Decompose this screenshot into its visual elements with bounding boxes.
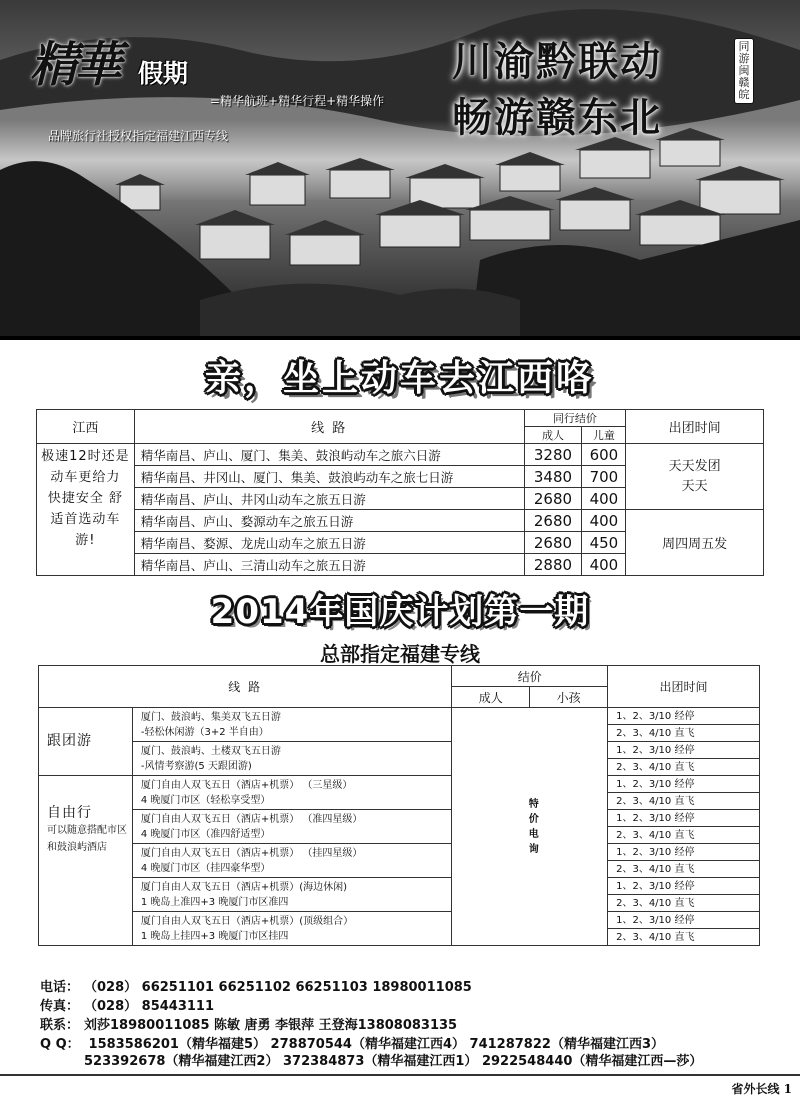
route-cell: 精华南昌、庐山、厦门、集美、鼓浪屿动车之旅六日游 [134, 444, 524, 466]
header-price: 结价 [452, 666, 608, 687]
route-cell [132, 878, 451, 912]
contact-people [40, 1014, 457, 1033]
adult-price: 2880 [524, 554, 582, 576]
village-landscape-photo [0, 0, 800, 340]
route-line: -轻松休闲游（3+2 半自由） [140, 726, 269, 738]
fax-label: 传真： [40, 999, 80, 1014]
adult-price: 2680 [524, 488, 582, 510]
table-row [37, 510, 764, 532]
header-adult: 成人 [524, 427, 582, 444]
departure-direct: 2、3、4/10 直飞 [608, 793, 760, 810]
free-note: 可以随意搭配市区和鼓浪屿酒店 [47, 825, 127, 853]
departure-direct: 2、3、4/10 直飞 [608, 861, 760, 878]
section2-title: 2014年国庆计划第一期 [210, 592, 590, 632]
departure-stop: 1、2、3/10 经停 [608, 742, 760, 759]
departure-stop: 1、2、3/10 经停 [608, 912, 760, 929]
route-line: 4 晚厦门市区（轻松享受型） [140, 794, 271, 806]
route-cell [132, 708, 451, 742]
departure-thu-fri: 周四周五发 [626, 510, 764, 576]
table-row [37, 444, 764, 466]
child-price: 400 [582, 488, 626, 510]
route-line: 4 晚厦门市区（准四舒适型） [140, 828, 271, 840]
adult-price: 2680 [524, 510, 582, 532]
route-cell [132, 742, 451, 776]
special-price-text: 特价电询 [528, 798, 539, 855]
route-line: 厦门自由人双飞五日（酒店+机票） （挂四星级） [140, 847, 363, 859]
contact-phone [40, 976, 472, 995]
table-row [39, 708, 760, 725]
free-label: 自由行 [47, 805, 92, 821]
departure-stop: 1、2、3/10 经停 [608, 844, 760, 861]
contact-fax [40, 995, 214, 1014]
people-list: 刘莎18980011085 陈敏 唐勇 李银萍 王登海13808083135 [84, 1018, 458, 1033]
side-tag: 同游闽赣皖 [734, 38, 754, 104]
route-cell: 精华南昌、婺源、龙虎山动车之旅五日游 [134, 532, 524, 554]
section2-subtitle: 总部指定福建专线 [320, 642, 480, 666]
logo-tagline: =精华航班+精华行程+精华操作 [210, 94, 385, 108]
bottom-divider [0, 1074, 800, 1076]
table-row [39, 878, 760, 895]
train-tour-table [36, 409, 764, 576]
logo-script-mark: 精華 [30, 37, 119, 93]
child-price: 700 [582, 466, 626, 488]
route-cell [132, 776, 451, 810]
route-line: 厦门自由人双飞五日（酒店+机票） （准四星级） [140, 813, 363, 825]
table-row [39, 742, 760, 759]
route-cell [132, 844, 451, 878]
phone-label: 电话： [40, 980, 80, 995]
departure-stop: 1、2、3/10 经停 [608, 878, 760, 895]
group-label: 跟团游 [47, 732, 92, 749]
departure-stop: 1、2、3/10 经停 [608, 810, 760, 827]
departure-stop: 1、2、3/10 经停 [608, 776, 760, 793]
departure-direct: 2、3、4/10 直飞 [608, 827, 760, 844]
departure-direct: 2、3、4/10 直飞 [608, 759, 760, 776]
authorization-text: 品牌旅行社授权指定福建江西专线 [48, 129, 229, 143]
header-adult: 成人 [452, 687, 530, 708]
category-free-tour [39, 776, 133, 946]
header-departure: 出团时间 [626, 410, 764, 444]
route-cell [132, 912, 451, 946]
route-line: 厦门自由人双飞五日（酒店+机票）(海边休闲) [140, 881, 348, 893]
hero-banner [0, 0, 800, 340]
route-line: 1 晚岛上准四+3 晚厦门市区准四 [140, 896, 289, 908]
header-departure: 出团时间 [608, 666, 760, 708]
route-line: 4 晚厦门市区（挂四豪华型） [140, 862, 271, 874]
child-price: 600 [582, 444, 626, 466]
phone-numbers: （028） 66251101 66251102 66251103 18980011085 [84, 980, 472, 995]
table-row [39, 844, 760, 861]
header-region: 江西 [37, 410, 135, 444]
departure-daily-line1: 天天发团 [668, 458, 721, 474]
promo-side-text: 极速12时还是动车更给力 快捷安全 舒适首选动车游! [37, 444, 135, 576]
child-price: 450 [582, 532, 626, 554]
route-cell: 精华南昌、庐山、婺源动车之旅五日游 [134, 510, 524, 532]
route-line: 厦门自由人双飞五日（酒店+机票） （三星级） [140, 779, 353, 791]
page-footer: 省外长线 1 [731, 1082, 792, 1096]
departure-direct: 2、3、4/10 直飞 [608, 929, 760, 946]
route-line: 1 晚岛上挂四+3 晚厦门市区挂四 [140, 930, 289, 942]
table-row [39, 776, 760, 793]
route-line: 厦门、鼓浪屿、土楼双飞五日游 [140, 745, 281, 757]
departure-direct: 2、3、4/10 直飞 [608, 725, 760, 742]
departure-stop: 1、2、3/10 经停 [608, 708, 760, 725]
departure-daily-line2: 天天 [681, 478, 708, 494]
route-cell: 精华南昌、庐山、三清山动车之旅五日游 [134, 554, 524, 576]
adult-price: 2680 [524, 532, 582, 554]
adult-price: 3280 [524, 444, 582, 466]
contact-qq-2: 523392678（精华福建江西2） 372384873（精华福建江西1） 2922548440（精华福建江西—莎） [84, 1054, 703, 1069]
route-line: -风情考察游(5 天跟团游) [140, 760, 252, 772]
special-price-cell [452, 708, 608, 946]
header-child: 儿童 [582, 427, 626, 444]
table-row [39, 912, 760, 929]
qq-label: Q Q： [40, 1037, 80, 1052]
route-cell: 精华南昌、庐山、井冈山动车之旅五日游 [134, 488, 524, 510]
departure-direct: 2、3、4/10 直飞 [608, 895, 760, 912]
section1-title: 亲，坐上动车去江西咯 [204, 358, 595, 399]
people-label: 联系： [40, 1018, 80, 1033]
route-cell: 精华南昌、井冈山、厦门、集美、鼓浪屿动车之旅七日游 [134, 466, 524, 488]
headline-line-2: 畅游赣东北 [452, 95, 662, 141]
header-child: 小孩 [530, 687, 608, 708]
adult-price: 3480 [524, 466, 582, 488]
child-price: 400 [582, 510, 626, 532]
national-day-tour-table [38, 665, 760, 946]
category-group-tour [39, 708, 133, 776]
route-line: 厦门自由人双飞五日（酒店+机票）(顶级组合） [140, 915, 354, 927]
header-price-group: 同行结价 [524, 410, 626, 427]
child-price: 400 [582, 554, 626, 576]
header-route: 线 路 [39, 666, 452, 708]
route-cell [132, 810, 451, 844]
qq-line-1: 1583586201（精华福建5） 278870544（精华福建江西4） 741287822（精华福建江西3） [84, 1037, 664, 1052]
headline-line-1: 川渝黔联动 [452, 39, 662, 85]
table-row [39, 810, 760, 827]
logo-name: 假期 [138, 59, 189, 88]
header-route: 线 路 [134, 410, 524, 444]
departure-daily [626, 444, 764, 510]
fax-number: （028） 85443111 [84, 999, 215, 1014]
route-line: 厦门、鼓浪屿、集美双飞五日游 [140, 711, 281, 723]
